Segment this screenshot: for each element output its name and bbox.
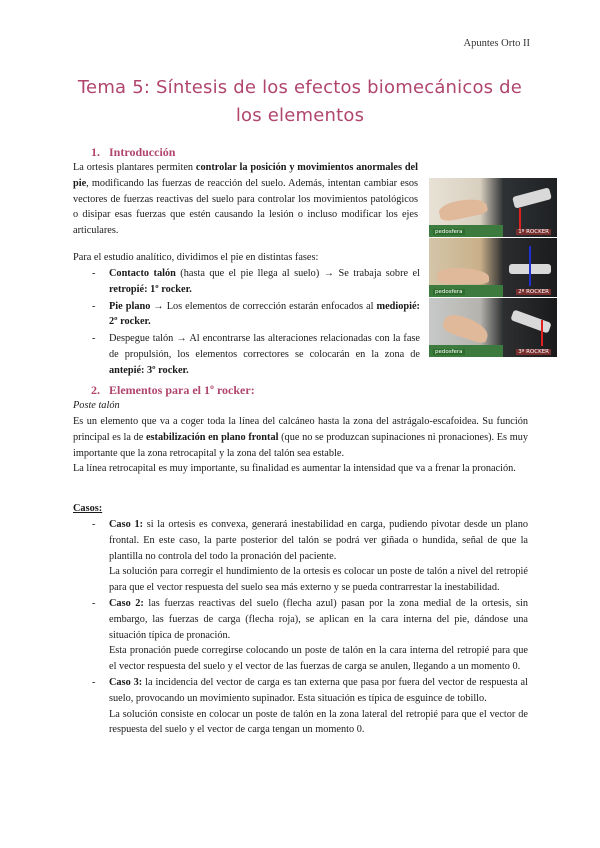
case-1 <box>92 517 528 596</box>
rocker-images <box>429 178 557 358</box>
section-1-number: 1. <box>91 145 100 159</box>
case-2-text <box>109 596 528 643</box>
case-1-label: Caso 1: <box>109 519 144 530</box>
phase-item-1 <box>92 266 420 298</box>
phases-intro: Para el estudio analítico, dividimos el pie en distintas fases: <box>73 252 319 263</box>
intro-text-bold2: controlar la posición y movimientos anormales del pie <box>73 162 418 189</box>
phase-2-text: → Los elementos de corrección estarán enfocados al <box>150 300 377 312</box>
rocker-1-image <box>429 178 557 237</box>
case-2 <box>92 596 528 675</box>
title-line-2: los elementos <box>235 105 365 126</box>
force-vector <box>541 320 543 346</box>
poste-text-bold: estabilización en plano frontal <box>145 431 279 443</box>
rocker-2-image <box>429 238 557 297</box>
rocker-3-image <box>429 298 557 357</box>
cases-list <box>92 517 528 738</box>
phase-item-2 <box>92 299 420 331</box>
case-3-text <box>109 675 528 707</box>
title-line-1: Tema 5: Síntesis de los efectos biomecánicos de <box>77 77 523 98</box>
rocker-2-left-tag: pedosfera <box>435 289 463 295</box>
retrocapital-paragraph: La línea retrocapital es muy importante, su finalidad es aumentar la intensidad que va a frenar la pronación. <box>73 463 516 474</box>
case-2-label: Caso 2: <box>109 597 144 609</box>
rocker-1-left-tag: pedosfera <box>435 229 463 235</box>
cases-label: Casos: <box>73 503 103 514</box>
phase-2-rocker: mediopié: 2º rocker. <box>109 300 420 328</box>
phase-3-rocker: antepié: 3º rocker. <box>109 364 189 376</box>
intro-text-c: , modificando las fuerzas de reacción del suelo. Además, intentan cambiar esos vectores de fuerzas reactivas del suelo para controlar los movimientos patológicos o disipar esas fuerzas que estén causando la lesión o incluso modificar los ejes articulares. <box>73 177 418 237</box>
case-3-solution: La solución consiste en colocar un poste de talón en la zona lateral del retropié para que el vector de respuesta del suelo y el vector de carga tengan un momento 0. <box>109 708 528 736</box>
case-2-solution: Esta pronación puede corregirse colocando un poste de talón en la cara interna del retropié para que el vector respuesta del suelo y el vector de las fuerzas de carga se anulen, llegando a un momento 0. <box>109 645 528 673</box>
case-2-body: las fuerzas reactivas del suelo (flecha azul) pasan por la zona medial de la ortesis, sin embargo, las fuerzas de carga (flecha roja), se aplican en la cara interna del pie, dándose una situación típica de pronación. <box>109 597 528 641</box>
rocker-1-right-tag: 1º ROCKER <box>518 229 549 235</box>
case-1-solution: La solución para corregir el hundimiento de la ortesis es colocar un poste de talón a nivel del retropié para que el vector respuesta del suelo sea más externo y se pueda contrarrestar la inestabilidad. <box>109 566 528 594</box>
phase-3-text: Despegue talón → Al encontrarse las alteraciones relacionadas con la fase de propulsión, los elementos correctores se colocarán en la zona de <box>109 333 420 360</box>
page-title <box>70 74 530 130</box>
poste-text-c: (que no se produzcan supinaciones ni pronaciones). Es muy importante que la zona retrocapital y la zona del talón sea estable. <box>73 431 528 459</box>
foot-shape <box>438 195 489 223</box>
case-3 <box>92 675 528 738</box>
section-2-number: 2. <box>91 383 100 397</box>
phase-2-label: Pie plano <box>109 300 151 312</box>
phase-1-label: Contacto talón <box>109 268 176 279</box>
subheading-poste-talon: Poste talón <box>73 400 120 411</box>
force-vector <box>529 246 531 286</box>
skeleton-shape <box>510 309 551 333</box>
foot-shape <box>441 311 491 344</box>
foot-shape <box>437 268 489 284</box>
poste-talon-paragraph <box>73 414 528 461</box>
skeleton-shape <box>512 187 552 208</box>
section-1-title: Introducción <box>109 145 176 159</box>
case-3-body: la incidencia del vector de carga es tan externa que pasa por fuera del vector de respuesta al suelo, provocando un movimiento supinador. Esta situación es típica de esguince de tobillo. <box>109 676 528 704</box>
case-1-body: si la ortesis es convexa, generará inestabilidad en carga, pudiendo pivotar desde un plano frontal. En este caso, la parte posterior del talón se podrá ver giñada o hundida, señal de que la plantilla no controla del todo la pronación del paciente. <box>109 519 528 562</box>
intro-text-a2: La ortesis plantares permiten <box>73 162 196 173</box>
force-vector <box>519 208 521 230</box>
rocker-3-left-tag: pedosfera <box>435 349 463 355</box>
rocker-3-right-tag: 3º ROCKER <box>518 349 549 355</box>
course-header: Apuntes Orto II <box>463 38 530 49</box>
phase-1-text: (hasta que el pie llega al suelo) → Se trabaja sobre el <box>175 268 420 279</box>
case-1-text <box>109 517 528 564</box>
section-2-title: Elementos para el 1º rocker: <box>109 383 255 397</box>
phase-1-rocker: retropié: 1º rocker. <box>109 283 192 295</box>
case-3-label: Caso 3: <box>109 676 143 688</box>
phase-item-3 <box>92 331 420 378</box>
section-1-heading <box>91 145 175 160</box>
section-2-heading <box>91 383 255 398</box>
rocker-2-right-tag: 2º ROCKER <box>518 289 549 295</box>
phases-list <box>92 266 420 380</box>
poste-text-a: Es un elemento que va a coger toda la línea del calcáneo hasta la zona del astrágalo-escafoidea. Su función principal es la de <box>73 416 528 443</box>
